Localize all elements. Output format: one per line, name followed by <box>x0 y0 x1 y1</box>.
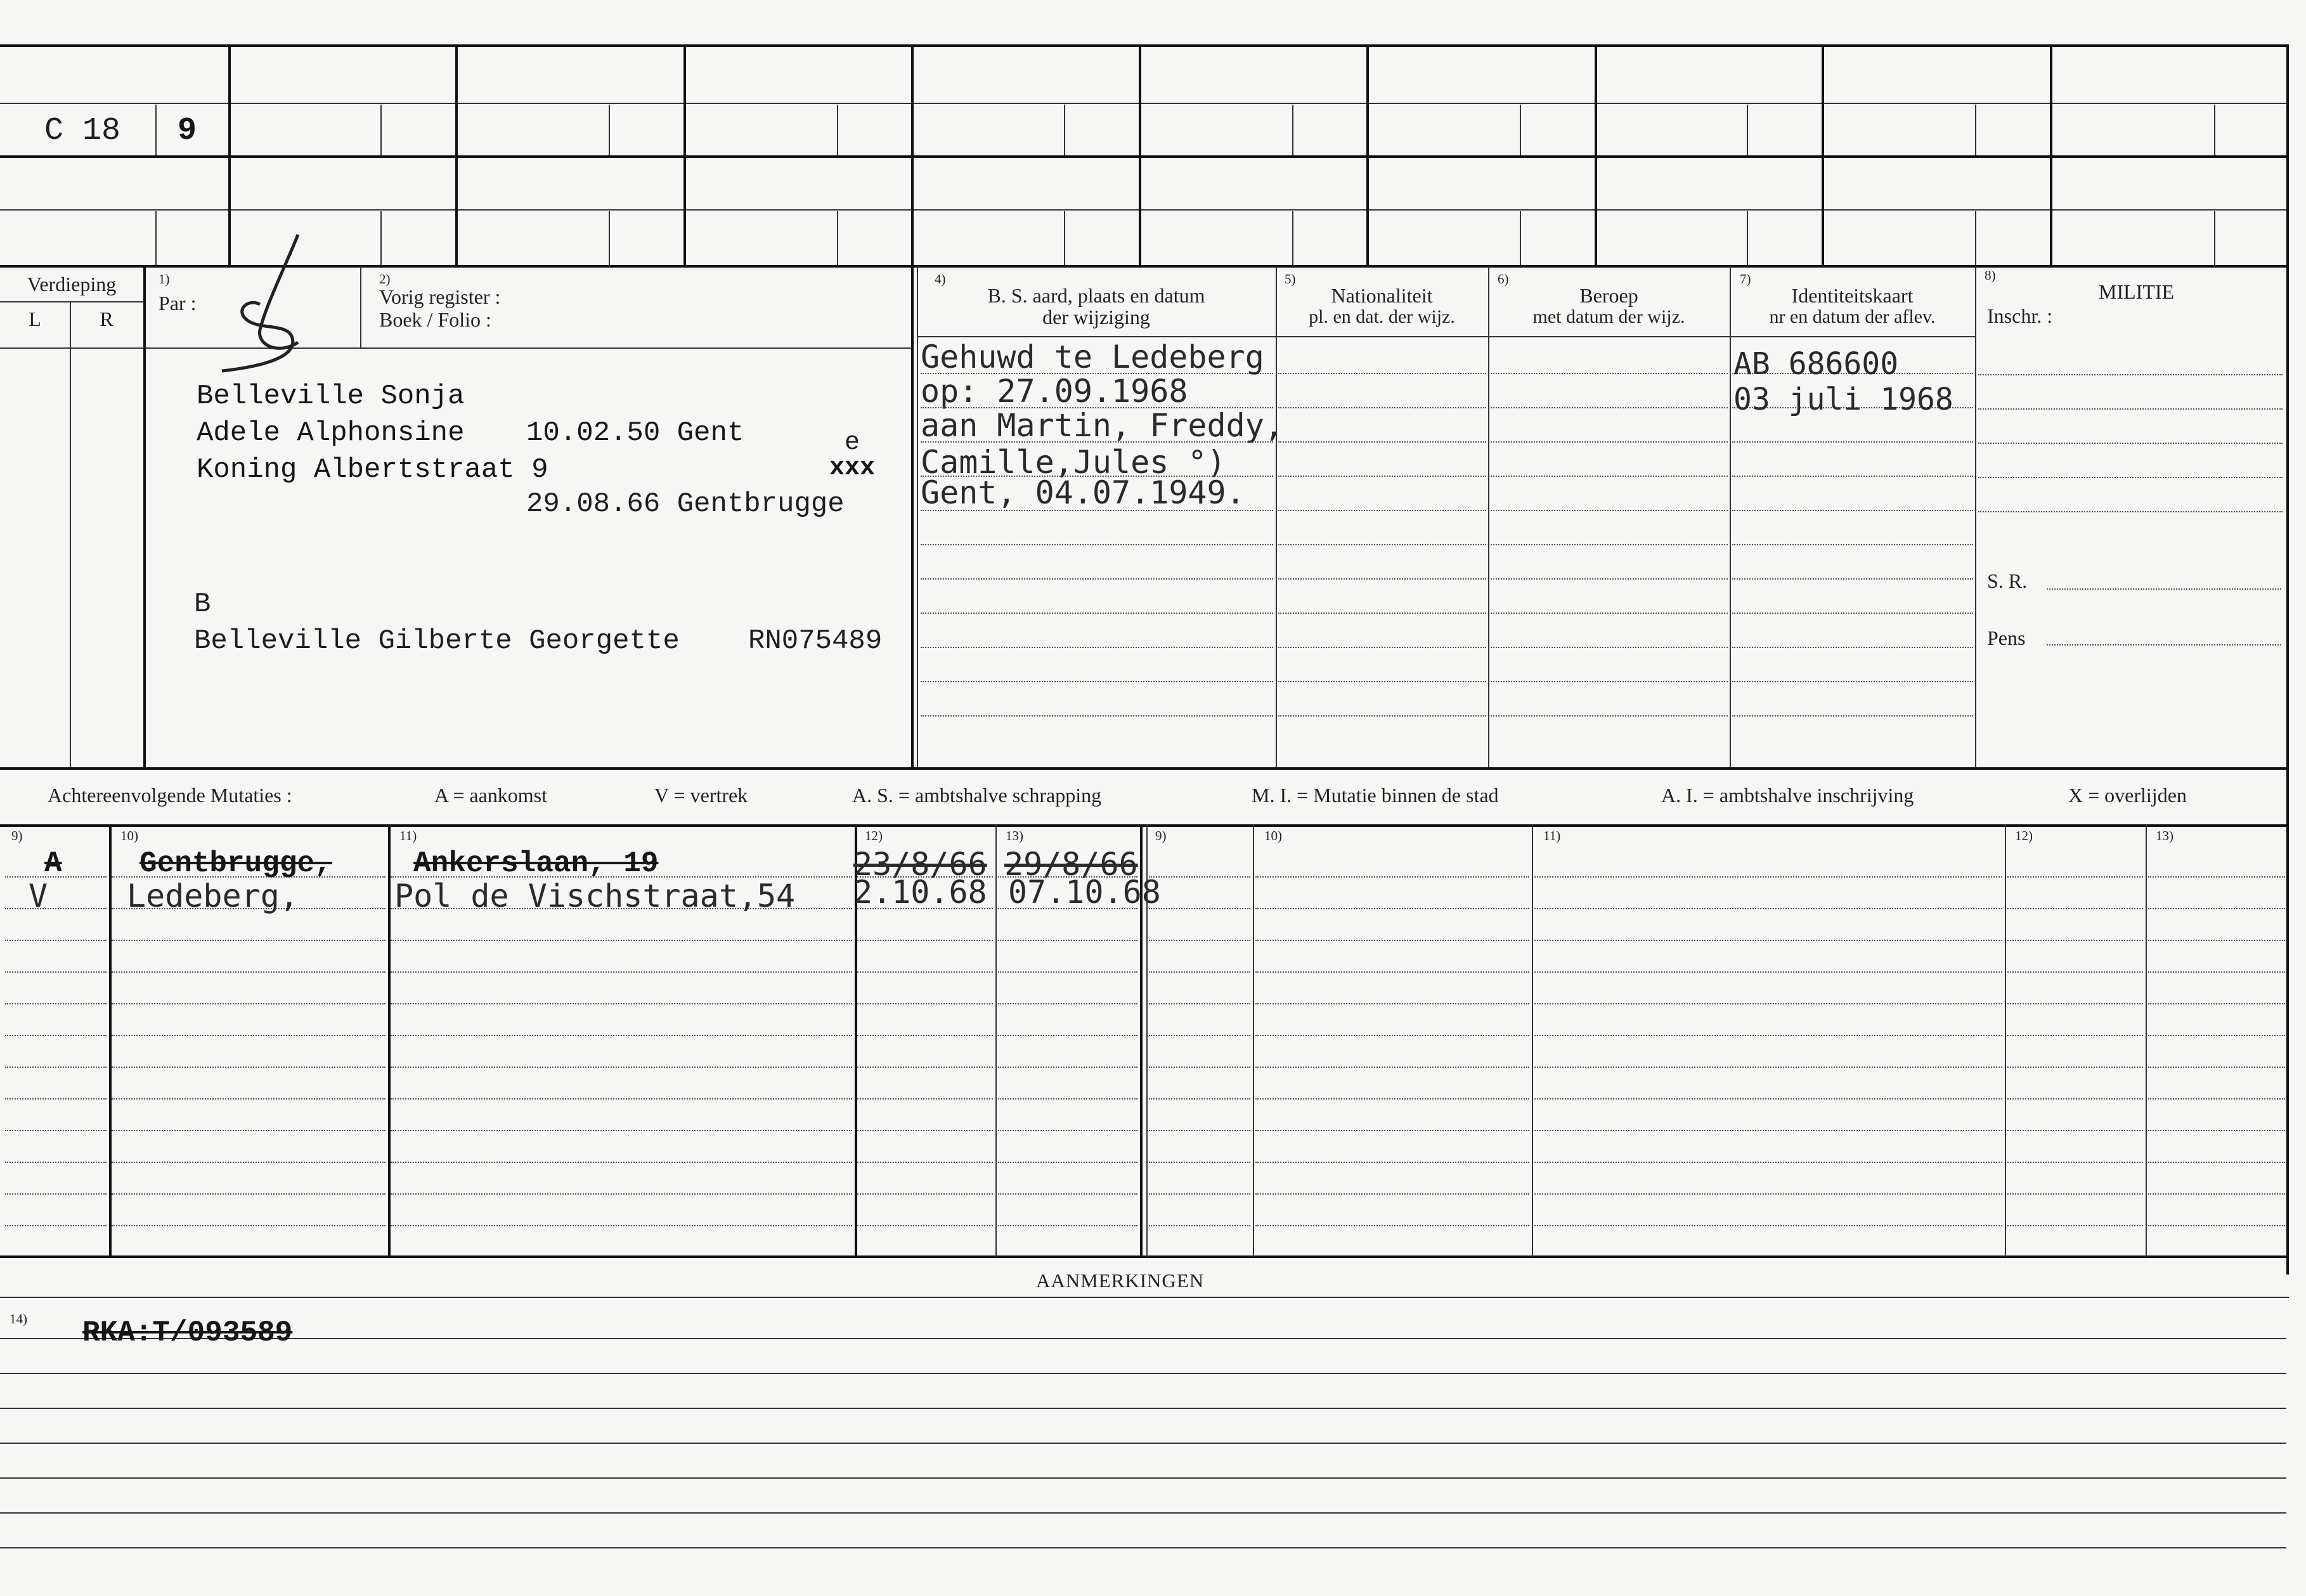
ruled-line <box>1978 511 2283 512</box>
ruled-line <box>857 1098 993 1100</box>
ruled-line <box>5 1225 107 1226</box>
remarks-divider <box>0 1297 2289 1298</box>
person-line-1: Belleville Sonja <box>197 380 465 412</box>
grid-tick <box>155 211 157 265</box>
grid-line <box>1532 824 1533 1257</box>
ruled-line <box>1149 1130 1250 1131</box>
ruled-line <box>857 971 993 973</box>
mut-col-num: 13) <box>1006 828 1023 843</box>
grid-tick <box>1064 211 1065 265</box>
ruled-line <box>2007 908 2143 909</box>
ruled-line <box>1149 1162 1250 1163</box>
grid-tick <box>2214 211 2215 265</box>
ruled-line <box>2007 876 2143 878</box>
militie-title: MILITIE <box>2099 280 2175 303</box>
b-reg-no: RN075489 <box>748 625 883 657</box>
pens-line <box>2047 644 2281 646</box>
ruled-line <box>1732 681 1973 682</box>
ruled-line <box>1491 715 1728 717</box>
ruled-line <box>1534 971 2002 973</box>
b-label: B <box>194 588 211 620</box>
ruled-line <box>998 1003 1137 1004</box>
legend-item: V = vertrek <box>654 784 748 807</box>
vorig-num: 2) <box>379 271 391 287</box>
grid-tick <box>609 105 610 155</box>
grid-line <box>360 266 361 347</box>
grid-tick <box>1747 211 1748 265</box>
cross-note: e <box>845 429 860 457</box>
ruled-line <box>998 1225 1137 1226</box>
col6-line2: met datum der wijz. <box>1532 306 1685 327</box>
grid-tick <box>1292 211 1293 265</box>
ruled-line <box>998 1130 1137 1131</box>
legend-item: M. I. = Mutatie binnen de stad <box>1252 784 1499 807</box>
ruled-line <box>5 1098 107 1100</box>
ruled-line <box>998 971 1137 973</box>
ruled-line <box>391 1162 852 1163</box>
ruled-line <box>2148 1130 2285 1131</box>
ruled-line <box>857 1130 993 1131</box>
ruled-line <box>2148 876 2285 878</box>
ruled-line <box>391 1067 852 1068</box>
ruled-line <box>1534 1035 2002 1036</box>
ruled-line <box>1149 1225 1250 1226</box>
mut-col-num: 9) <box>11 828 23 843</box>
ruled-line <box>1149 1193 1250 1195</box>
mutation-type: A <box>44 847 62 880</box>
ruled-line <box>921 647 1273 648</box>
ruled-line <box>1534 1130 2002 1131</box>
ruled-line <box>1491 407 1728 408</box>
boek-label: Boek / Folio : <box>379 308 491 331</box>
mut-col-num: 9) <box>1155 828 1167 843</box>
ruled-line <box>998 1067 1137 1068</box>
mutation-place: Gentbrugge, <box>139 847 332 880</box>
ruled-line <box>921 715 1273 717</box>
ruled-line <box>5 1067 107 1068</box>
grid-line <box>1488 266 1489 767</box>
grid-line <box>2050 44 2052 266</box>
par-num: 1) <box>159 271 170 287</box>
col6-num: 6) <box>1498 271 1509 287</box>
ruled-line <box>2007 1225 2143 1226</box>
ruled-line <box>391 1225 852 1226</box>
ruled-line <box>112 971 385 973</box>
ruled-line <box>112 1225 385 1226</box>
ruled-line <box>1491 647 1728 648</box>
mut-col-num: 13) <box>2156 828 2173 843</box>
mut-col-num: 12) <box>2015 828 2033 843</box>
ruled-line <box>2148 1098 2285 1100</box>
grid-line <box>109 824 112 1257</box>
ruled-line <box>1534 1193 2002 1195</box>
ruled-line <box>857 1003 993 1004</box>
ruled-line <box>1491 681 1728 682</box>
ruled-line <box>857 1067 993 1068</box>
ruled-line <box>1534 876 2002 878</box>
ruled-line <box>1149 1035 1250 1036</box>
col6-line1: Beroep <box>1579 284 1638 307</box>
ruled-line <box>1255 971 1529 973</box>
mutation-street: Pol de Vischstraat,54 <box>394 878 796 914</box>
ruled-line <box>1149 940 1250 941</box>
mut-col-num: 10) <box>120 828 138 843</box>
ruled-line <box>1732 441 1973 443</box>
grid-line <box>388 824 391 1257</box>
ruled-line <box>1732 613 1973 614</box>
remarks-text: RKA:T/093589 <box>82 1316 293 1349</box>
par-label: Par : <box>159 292 197 315</box>
address-date: 29.08.66 Gentbrugge <box>526 488 845 520</box>
ruled-line <box>2007 1067 2143 1068</box>
grid-tick <box>2214 105 2215 155</box>
card-number: 9 <box>178 113 197 149</box>
grid-tick <box>837 105 838 155</box>
ruled-line <box>1491 476 1728 477</box>
ruled-line <box>1278 681 1486 682</box>
ruled-line <box>1149 908 1250 909</box>
col5-num: 5) <box>1285 271 1296 287</box>
ruled-line <box>857 1225 993 1226</box>
grid-line <box>995 824 997 1257</box>
mut-col-num: 10) <box>1264 828 1282 843</box>
grid-tick <box>1064 105 1065 155</box>
ruled-line <box>1534 1067 2002 1068</box>
sr-label: S. R. <box>1987 569 2028 592</box>
ruled-line <box>1255 1225 1529 1226</box>
ruled-line <box>1278 407 1486 408</box>
remarks-num: 14) <box>10 1311 27 1327</box>
grid-line <box>455 44 458 266</box>
civil-status-line: Gent, 04.07.1949. <box>921 474 1245 511</box>
ruled-line <box>1732 647 1973 648</box>
grid-line <box>683 44 686 266</box>
ruled-line <box>1978 374 2283 375</box>
ruled-line <box>1255 1067 1529 1068</box>
ruled-line <box>1978 477 2283 478</box>
col7-line1: Identiteitskaart <box>1791 284 1914 307</box>
inschr-label: Inschr. : <box>1987 304 2053 327</box>
ruled-line <box>1149 971 1250 973</box>
ruled-line <box>2007 1193 2143 1195</box>
ruled-line <box>5 1162 107 1163</box>
grid-line <box>0 301 143 302</box>
ruled-line <box>5 1035 107 1036</box>
civil-status-line: aan Martin, Freddy, <box>921 407 1283 444</box>
mutation-street: Ankerslaan, 19 <box>413 847 659 880</box>
top-border <box>0 44 2289 47</box>
ruled-line <box>1149 1067 1250 1068</box>
ruled-line <box>2007 1162 2143 1163</box>
ruled-line <box>1278 441 1486 443</box>
grid-line <box>1253 824 1254 1257</box>
ruled-line <box>5 1193 107 1195</box>
grid-tick <box>1520 211 1521 265</box>
civil-status-line: Gehuwd te Ledeberg <box>921 339 1264 375</box>
ruled-line <box>1732 510 1973 511</box>
ruled-line <box>2007 1003 2143 1004</box>
ruled-line <box>2148 1067 2285 1068</box>
ruled-line <box>857 1035 993 1036</box>
grid-line <box>0 209 2289 211</box>
ruled-line <box>857 940 993 941</box>
ruled-line <box>1278 647 1486 648</box>
ruled-line <box>1278 373 1486 374</box>
ruled-line <box>1534 908 2002 909</box>
ruled-line <box>2148 1003 2285 1004</box>
grid-line <box>1366 44 1369 266</box>
ruled-line <box>921 613 1273 614</box>
mutation-date2: 07.10.68 <box>1008 874 1161 911</box>
civil-status-line: Camille,Jules °) <box>921 444 1226 481</box>
ruled-line <box>1255 1193 1529 1195</box>
mut-col-num: 11) <box>1543 828 1561 843</box>
ruled-line <box>0 1443 2286 1444</box>
grid-line <box>1276 266 1277 767</box>
ruled-line <box>2148 1162 2285 1163</box>
grid-line <box>0 265 2289 268</box>
ruled-line <box>998 1193 1137 1195</box>
legend-item: A. S. = ambtshalve schrapping <box>852 784 1102 807</box>
mutation-date2: 29/8/66 <box>1004 846 1138 883</box>
ruled-line <box>1978 443 2283 444</box>
ruled-line <box>112 1035 385 1036</box>
ruled-line <box>1491 373 1728 374</box>
ruled-line <box>998 1098 1137 1100</box>
col5-line1: Nationaliteit <box>1331 284 1433 307</box>
grid-tick <box>609 211 610 265</box>
ruled-line <box>1732 476 1973 477</box>
verdieping-title: Verdieping <box>27 273 117 295</box>
header-divider <box>0 347 913 349</box>
legend-item: A. I. = ambtshalve inschrijving <box>1661 784 1914 807</box>
ruled-line <box>1732 578 1973 580</box>
grid-tick <box>837 211 838 265</box>
grid-line <box>917 266 918 767</box>
ruled-line <box>1149 1003 1250 1004</box>
ruled-line <box>1491 578 1728 580</box>
mut-col-num: 12) <box>865 828 883 843</box>
col7-num: 7) <box>1740 271 1751 287</box>
verdieping-l: L <box>29 308 41 330</box>
ruled-line <box>1534 940 2002 941</box>
ruled-line <box>1278 715 1486 717</box>
card-code: C 18 <box>44 113 121 149</box>
remarks-title: AANMERKINGEN <box>1036 1269 1205 1292</box>
ruled-line <box>1255 1035 1529 1036</box>
grid-line <box>911 266 914 767</box>
ruled-line <box>1149 876 1250 878</box>
ruled-line <box>1978 408 2283 410</box>
grid-line <box>911 44 914 266</box>
ruled-line <box>1278 544 1486 545</box>
ruled-line <box>112 1162 385 1163</box>
grid-line <box>1139 44 1141 266</box>
ruled-line <box>2007 971 2143 973</box>
col4-num: 4) <box>935 271 946 287</box>
legend-item: X = overlijden <box>2068 784 2187 807</box>
mutation-place: Ledeberg, <box>127 878 299 914</box>
mutations-top-border <box>0 824 2289 827</box>
ruled-line <box>1732 715 1973 717</box>
pens-label: Pens <box>1987 626 2026 649</box>
ruled-line <box>921 544 1273 545</box>
grid-line <box>1730 266 1731 767</box>
ruled-line <box>998 940 1137 941</box>
ruled-line <box>391 1035 852 1036</box>
grid-tick <box>1975 105 1976 155</box>
ruled-line <box>391 1003 852 1004</box>
ruled-line <box>1255 1162 1529 1163</box>
ruled-line <box>0 1477 2286 1479</box>
mutation-date1: 23/8/66 <box>853 846 987 883</box>
ruled-line <box>2148 1035 2285 1036</box>
ruled-line <box>2007 1098 2143 1100</box>
ruled-line <box>1255 1130 1529 1131</box>
ruled-line <box>1255 1003 1529 1004</box>
ruled-line <box>998 1035 1137 1036</box>
ruled-line <box>112 940 385 941</box>
grid-tick <box>1520 105 1521 155</box>
grid-tick <box>380 211 382 265</box>
ruled-line <box>2007 1130 2143 1131</box>
cross-mark: xxx <box>829 454 876 483</box>
ruled-line <box>1732 544 1973 545</box>
ruled-line <box>391 1130 852 1131</box>
id-card-date: 03 juli 1968 <box>1733 382 1953 417</box>
ruled-line <box>5 1130 107 1131</box>
ruled-line <box>2148 971 2285 973</box>
ruled-line <box>1491 510 1728 511</box>
grid-line <box>70 301 71 767</box>
ruled-line <box>391 1193 852 1195</box>
ruled-line <box>1491 613 1728 614</box>
ruled-line <box>857 1193 993 1195</box>
ruled-line <box>1534 1098 2002 1100</box>
ruled-line <box>2148 908 2285 909</box>
grid-tick <box>380 105 382 155</box>
ruled-line <box>1278 510 1486 511</box>
legend-top-border <box>0 767 2289 770</box>
col4-line1: B. S. aard, plaats en datum <box>987 284 1205 307</box>
mutation-type: V <box>29 878 48 914</box>
ruled-line <box>112 1130 385 1131</box>
ruled-line <box>0 1512 2286 1514</box>
sr-line <box>2047 588 2281 590</box>
ruled-line <box>921 681 1273 682</box>
ruled-line <box>2007 940 2143 941</box>
grid-tick <box>155 105 157 155</box>
verdieping-r: R <box>100 308 113 330</box>
ruled-line <box>1491 544 1728 545</box>
legend-item: A = aankomst <box>434 784 548 807</box>
mut-col-num: 11) <box>399 828 417 843</box>
person-line-2: Adele Alphonsine <box>197 417 465 449</box>
grid-line <box>2146 824 2147 1257</box>
ruled-line <box>2148 1193 2285 1195</box>
grid-line <box>1595 44 1597 266</box>
ruled-line <box>1149 1098 1250 1100</box>
ruled-line <box>1278 578 1486 580</box>
col5-line2: pl. en dat. der wijz. <box>1309 306 1455 327</box>
ruled-line <box>112 1098 385 1100</box>
ruled-line <box>921 578 1273 580</box>
vorig-label: Vorig register : <box>379 285 501 308</box>
ruled-line <box>112 1067 385 1068</box>
ruled-line <box>1534 1225 2002 1226</box>
legend-title: Achtereenvolgende Mutaties : <box>48 784 292 807</box>
civil-status-line: op: 27.09.1968 <box>921 373 1188 410</box>
ruled-line <box>998 1162 1137 1163</box>
ruled-line <box>1255 1098 1529 1100</box>
mutations-bottom-border <box>0 1255 2289 1258</box>
ruled-line <box>1534 1003 2002 1004</box>
grid-line <box>0 155 2289 158</box>
ruled-line <box>2148 940 2285 941</box>
col8-num: 8) <box>1985 268 1996 283</box>
grid-tick <box>1747 105 1748 155</box>
grid-tick <box>1975 211 1976 265</box>
b-person: Belleville Gilberte Georgette <box>194 625 680 657</box>
ruled-line <box>1255 876 1529 878</box>
person-line-3: Koning Albertstraat 9 <box>197 454 548 486</box>
ruled-line <box>112 1193 385 1195</box>
ruled-line <box>1255 940 1529 941</box>
col4-line2: der wijziging <box>1042 306 1150 328</box>
ruled-line <box>5 971 107 973</box>
ruled-line <box>1534 1162 2002 1163</box>
grid-line <box>1975 266 1976 767</box>
ruled-line <box>2007 1035 2143 1036</box>
col7-line2: nr en datum der aflev. <box>1769 306 1936 327</box>
ruled-line <box>391 940 852 941</box>
ruled-line <box>0 1547 2286 1548</box>
ruled-line <box>112 1003 385 1004</box>
grid-tick <box>1292 105 1293 155</box>
ruled-line <box>391 1098 852 1100</box>
birth-date: 10.02.50 Gent <box>526 417 744 449</box>
ruled-line <box>5 908 107 909</box>
id-card-number: AB 686600 <box>1733 346 1899 382</box>
ruled-line <box>1255 908 1529 909</box>
ruled-line <box>1278 613 1486 614</box>
grid-line <box>1822 44 1824 266</box>
mutation-date1: 2.10.68 <box>853 874 987 911</box>
signature-icon <box>209 228 336 380</box>
ruled-line <box>0 1373 2286 1374</box>
header-divider <box>917 336 1975 337</box>
grid-line <box>2005 824 2006 1257</box>
ruled-line <box>1278 476 1486 477</box>
grid-line <box>0 103 2289 104</box>
ruled-line <box>857 1162 993 1163</box>
ruled-line <box>5 940 107 941</box>
ruled-line <box>391 971 852 973</box>
ruled-line <box>0 1408 2286 1409</box>
grid-line <box>143 266 146 767</box>
ruled-line <box>5 1003 107 1004</box>
ruled-line <box>2148 1225 2285 1226</box>
right-border <box>2286 44 2289 1275</box>
ruled-line <box>1491 441 1728 443</box>
ruled-line <box>0 1338 2286 1339</box>
